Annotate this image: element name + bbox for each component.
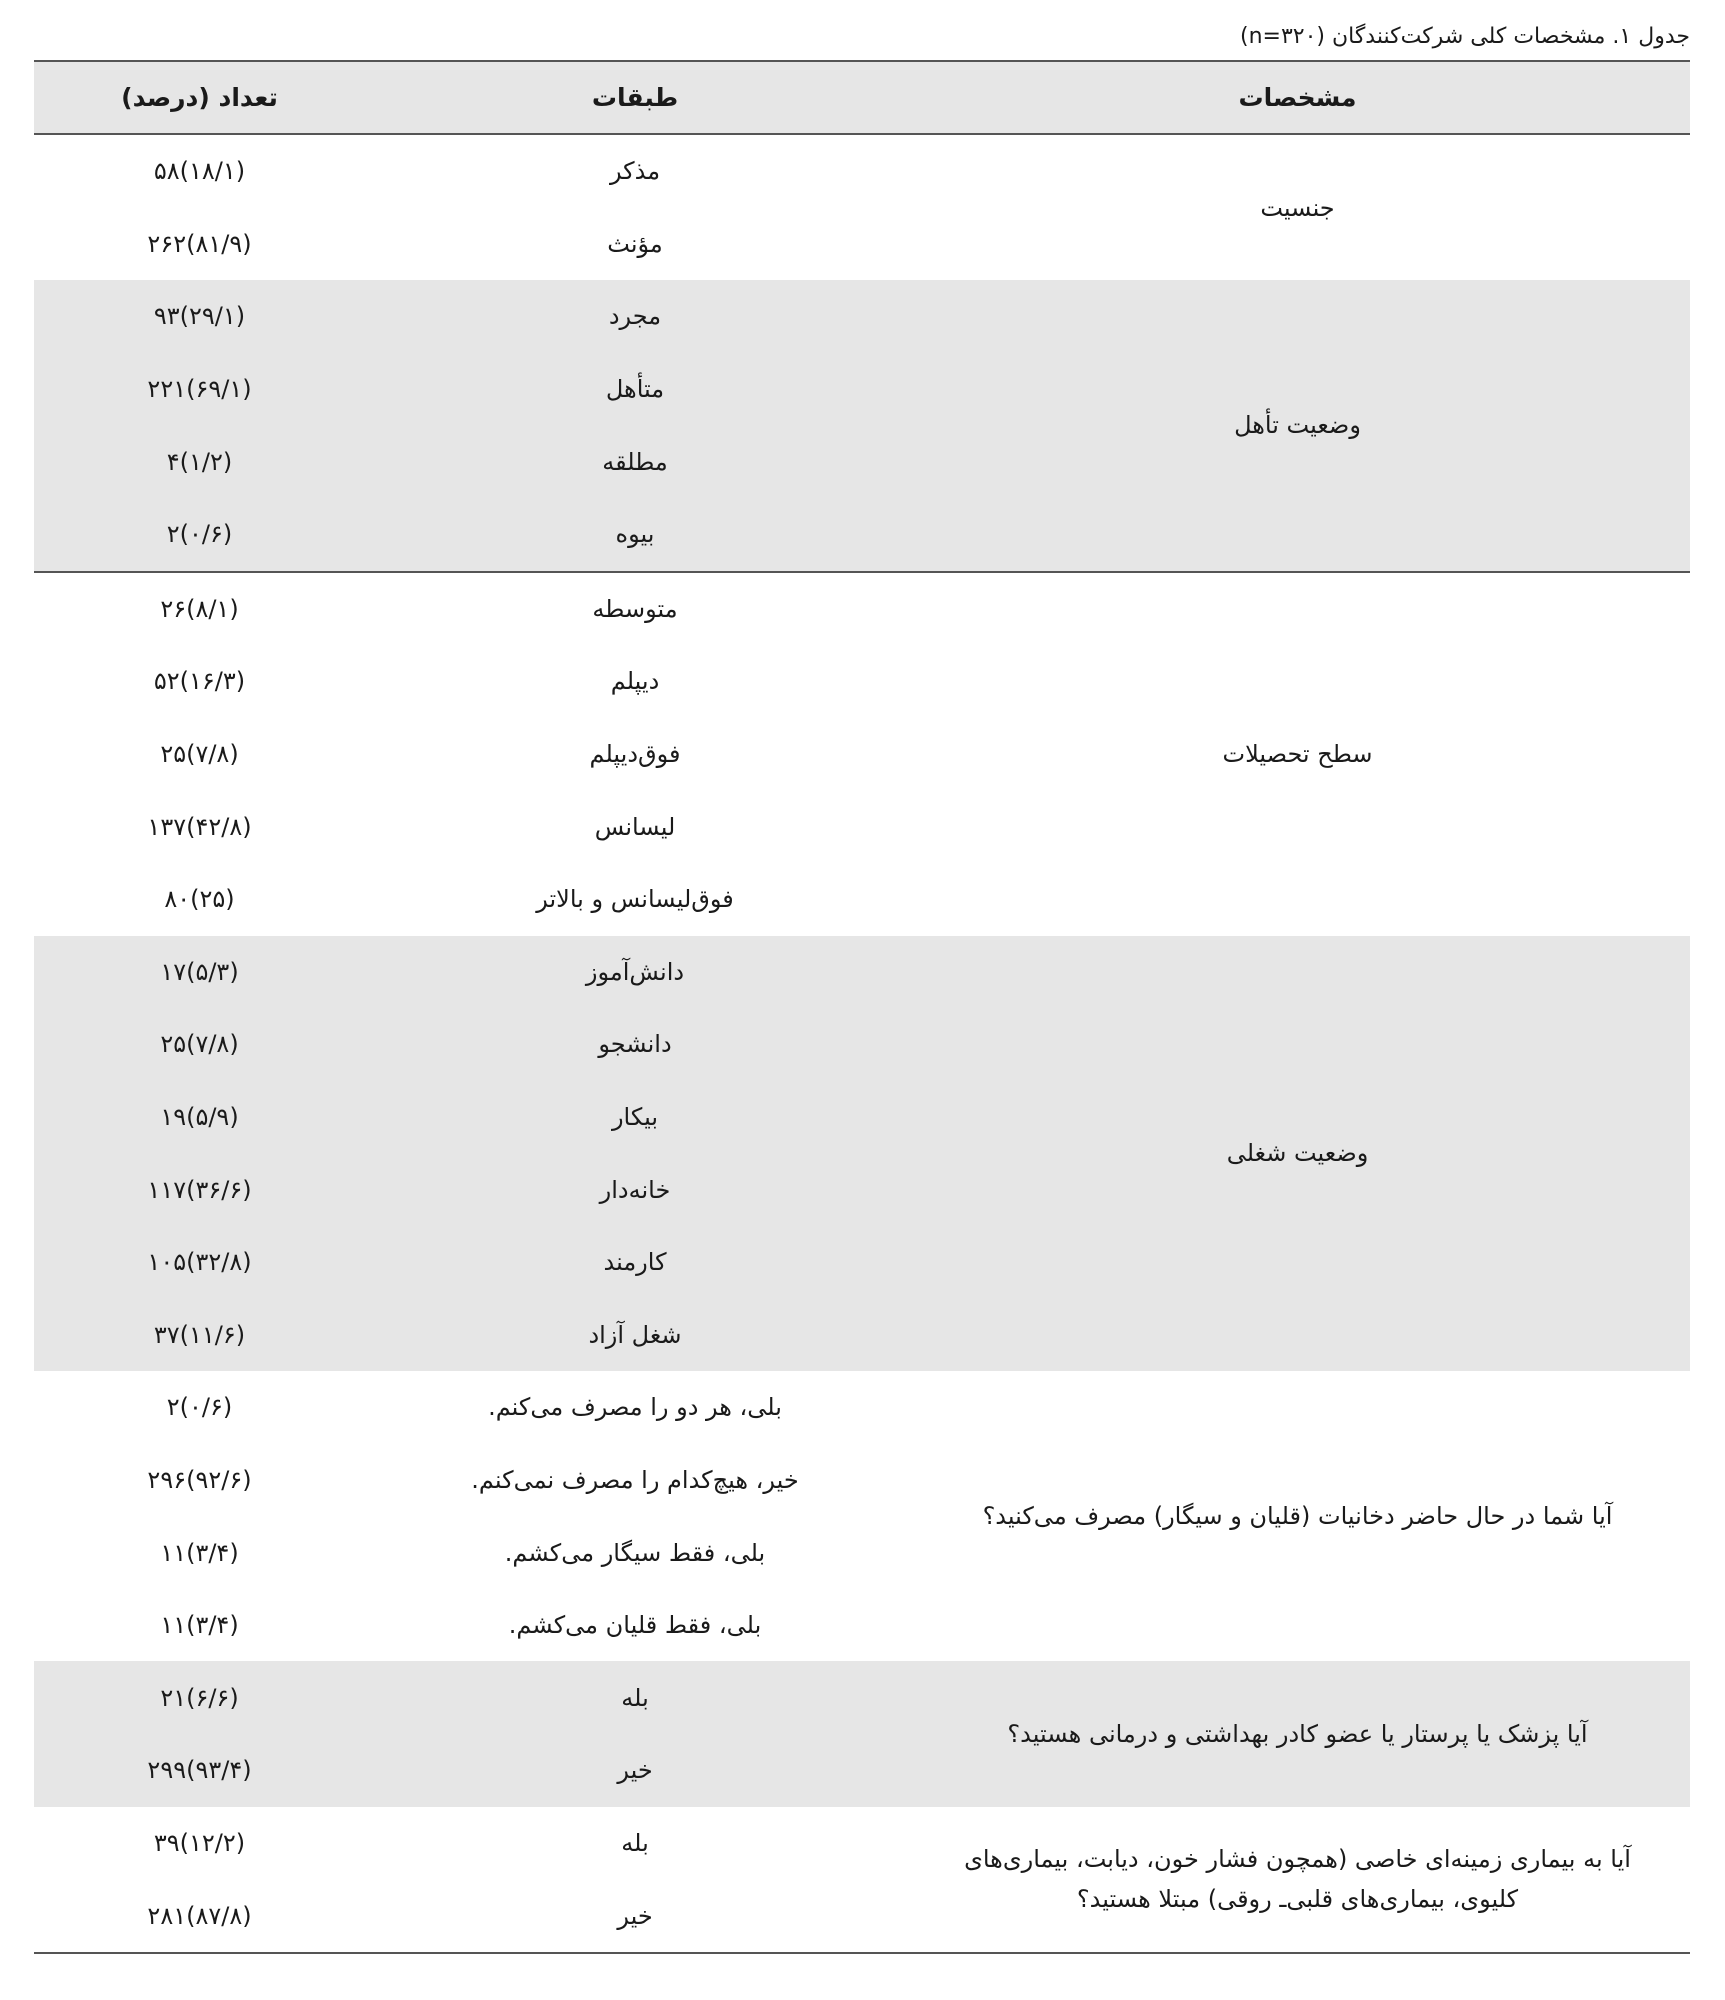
count-cell: ۲(۰/۶) xyxy=(166,1393,233,1422)
count-cell: ۲۱(۶/۶) xyxy=(34,1661,365,1734)
class-cell: دیپلم xyxy=(610,667,660,696)
table-caption: جدول ۱. مشخصات کلی شرکت‌کنندگان (n=۳۲۰) xyxy=(1239,24,1690,49)
count-cell: ۳۷(۱۱/۶) xyxy=(34,1299,365,1372)
group-employment xyxy=(34,936,1690,1372)
class-cell: خیر xyxy=(617,1901,653,1930)
count-cell: ۱۷(۵/۳) xyxy=(34,936,365,1009)
group-tobacco-use xyxy=(34,1371,1690,1661)
count-cell: ۸۰(۲۵) xyxy=(164,885,235,914)
count-cell: ۲۸۱(۸۷/۸) xyxy=(147,1901,252,1930)
count-cell: ۲۲۱(۶۹/۱) xyxy=(34,353,365,426)
class-cell: شغل آزاد xyxy=(365,1299,905,1372)
count-cell: ۵۲(۱۶/۳) xyxy=(153,667,246,696)
count-cell: ۱۹(۵/۹) xyxy=(34,1081,365,1154)
document-page xyxy=(34,14,1690,1954)
class-cell: خیر xyxy=(365,1734,905,1807)
class-cell: بلی، هر دو را مصرف می‌کنم. xyxy=(488,1393,782,1422)
table-row xyxy=(34,1661,1690,1734)
count-cell: ۲۵(۷/۸) xyxy=(160,740,239,769)
header-characteristic: مشخصات xyxy=(1238,83,1357,112)
class-cell: خیر، هیچ‌کدام را مصرف نمی‌کنم. xyxy=(471,1465,799,1494)
class-cell: متوسطه xyxy=(592,594,678,623)
table-row xyxy=(34,1371,1690,1444)
class-cell: فوق‌دیپلم xyxy=(589,740,681,769)
class-cell: بله xyxy=(621,1828,649,1857)
table-row xyxy=(34,572,1690,646)
group-label: آیا به بیماری زمینه‌ای خاصی (همچون فشار خون، دیابت، بیماری‌های کلیوی، بیماری‌های قلبی‌ـ روقی) مبتلا هستید؟ xyxy=(964,1845,1631,1914)
class-cell: دانشجو xyxy=(365,1008,905,1081)
count-cell: ۱۱(۳/۴) xyxy=(160,1538,239,1567)
class-cell: بیوه xyxy=(365,498,905,572)
class-cell: متأهل xyxy=(365,353,905,426)
group-label: جنسیت xyxy=(1260,193,1335,222)
count-cell: ۲۵(۷/۸) xyxy=(34,1008,365,1081)
class-cell: خانه‌دار xyxy=(365,1153,905,1226)
class-cell: فوق‌لیسانس و بالاتر xyxy=(536,885,734,914)
class-cell: بلی، فقط قلیان می‌کشم. xyxy=(508,1611,762,1640)
group-marital-status xyxy=(34,280,1690,571)
count-cell: ۲۶۲(۸۱/۹) xyxy=(147,229,252,258)
class-cell: دانش‌آموز xyxy=(365,936,905,1009)
header-row xyxy=(34,61,1690,134)
class-cell: لیسانس xyxy=(594,812,676,841)
class-cell: کارمند xyxy=(365,1226,905,1299)
group-health-staff xyxy=(34,1661,1690,1806)
group-label: وضعیت شغلی xyxy=(905,936,1690,1372)
class-cell: مطلقه xyxy=(365,425,905,498)
group-underlying-disease xyxy=(34,1807,1690,1953)
table-header xyxy=(34,61,1690,134)
class-cell: مجرد xyxy=(365,280,905,353)
count-cell: ۲(۰/۶) xyxy=(34,498,365,572)
class-cell: مؤنث xyxy=(607,229,663,258)
count-cell: ۲۶(۸/۱) xyxy=(160,594,239,623)
count-cell: ۱۳۷(۴۲/۸) xyxy=(147,812,252,841)
class-cell: بله xyxy=(365,1661,905,1734)
count-cell: ۱۰۵(۳۲/۸) xyxy=(34,1226,365,1299)
count-cell: ۲۹۶(۹۲/۶) xyxy=(147,1465,252,1494)
count-cell: ۱۱(۳/۴) xyxy=(160,1611,239,1640)
group-label: سطح تحصیلات xyxy=(1222,740,1373,769)
class-cell: بلی، فقط سیگار می‌کشم. xyxy=(504,1538,766,1567)
group-education xyxy=(34,572,1690,936)
class-cell: بیکار xyxy=(365,1081,905,1154)
class-cell: مذکر xyxy=(609,157,661,186)
count-cell: ۳۹(۱۲/۲) xyxy=(153,1828,246,1857)
group-gender xyxy=(34,134,1690,280)
group-label: آیا شما در حال حاضر دخانیات (قلیان و سیگار) مصرف می‌کنید؟ xyxy=(982,1502,1613,1531)
count-cell: ۲۹۹(۹۳/۴) xyxy=(34,1734,365,1807)
participants-table xyxy=(34,60,1690,1954)
count-cell: ۵۸(۱۸/۱) xyxy=(153,157,246,186)
count-cell: ۹۳(۲۹/۱) xyxy=(34,280,365,353)
table-row xyxy=(34,134,1690,208)
table-row xyxy=(34,280,1690,353)
group-label: آیا پزشک یا پرستار یا عضو کادر بهداشتی و درمانی هستید؟ xyxy=(905,1661,1690,1806)
table-row xyxy=(34,936,1690,1009)
table-row xyxy=(34,1807,1690,1880)
header-count: تعداد (درصد) xyxy=(121,83,278,112)
count-cell: ۱۱۷(۳۶/۶) xyxy=(34,1153,365,1226)
group-label: وضعیت تأهل xyxy=(905,280,1690,571)
count-cell: ۴(۱/۲) xyxy=(34,425,365,498)
header-classes: طبقات xyxy=(591,83,679,112)
